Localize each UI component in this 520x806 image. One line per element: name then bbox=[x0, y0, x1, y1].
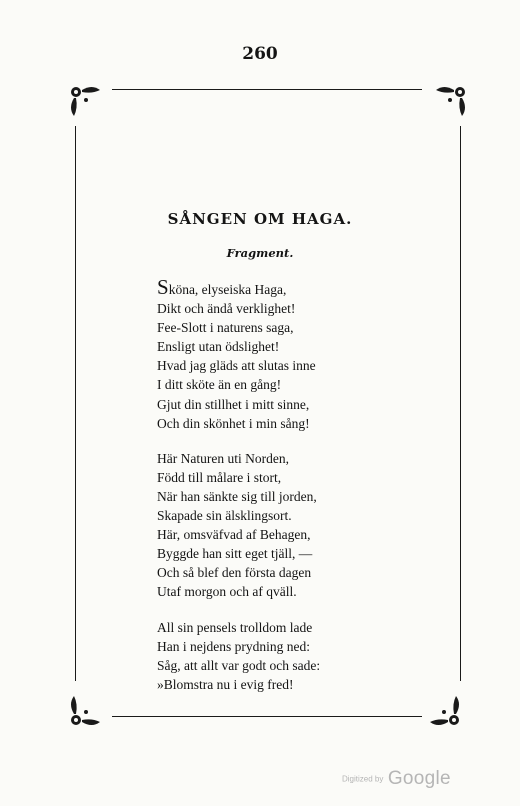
poem-line: Hvad jag gläds att slutas inne bbox=[157, 358, 316, 374]
poem-title: SÅNGEN OM HAGA. bbox=[167, 210, 353, 228]
poem-line: Byggde han sitt eget tjäll, — bbox=[157, 546, 313, 562]
watermark-brand: Google bbox=[387, 768, 451, 789]
poem-line: Här Naturen uti Norden, bbox=[157, 450, 289, 466]
poem-line: Han i nejdens prydning ned: bbox=[157, 638, 310, 654]
poem-line: Gjut din stillhet i mitt sinne, bbox=[157, 396, 310, 412]
poem-line: Och så blef den första dagen bbox=[157, 565, 312, 581]
poem-body bbox=[157, 275, 417, 710]
poem-line: I ditt sköte än en gång! bbox=[157, 377, 282, 393]
frame-top-line bbox=[112, 89, 422, 90]
corner-ornament-icon bbox=[430, 82, 470, 122]
poem-line: När han sänkte sig till jorden, bbox=[157, 488, 317, 504]
corner-ornament-icon bbox=[66, 82, 106, 122]
stanza bbox=[157, 618, 417, 694]
poem-line: Sköna, elyseiska Haga, bbox=[157, 275, 287, 299]
poem-subtitle: Fragment. bbox=[226, 246, 294, 260]
stanza bbox=[157, 449, 417, 602]
poem-line: Fee-Slott i naturens saga, bbox=[157, 320, 294, 336]
poem-line: Född till målare i stort, bbox=[157, 469, 282, 485]
poem-line: »Blomstra nu i evig fred! bbox=[157, 676, 294, 692]
stanza bbox=[157, 275, 417, 433]
frame-bottom-line bbox=[112, 716, 422, 717]
watermark-prefix: Digitized by bbox=[342, 774, 384, 784]
poem-line: Utaf morgon och af qväll. bbox=[157, 584, 297, 600]
corner-ornament-icon bbox=[66, 690, 106, 730]
corner-ornament-icon bbox=[424, 690, 464, 730]
page-number: 260 bbox=[242, 44, 278, 64]
poem-line: Här, omsväfvad af Behagen, bbox=[157, 527, 311, 543]
poem-line: Ensligt utan ödslighet! bbox=[157, 339, 280, 355]
poem-line: Dikt och ändå verklighet! bbox=[157, 301, 296, 317]
poem-line: Och din skönhet i min sång! bbox=[157, 415, 310, 431]
digitized-watermark bbox=[342, 768, 451, 790]
drop-cap: S bbox=[157, 275, 169, 299]
poem-line: Skapade sin älsklingsort. bbox=[157, 508, 292, 524]
poem-line: Såg, att allt var godt och sade: bbox=[157, 657, 321, 673]
poem-line: All sin pensels trolldom lade bbox=[157, 619, 313, 635]
